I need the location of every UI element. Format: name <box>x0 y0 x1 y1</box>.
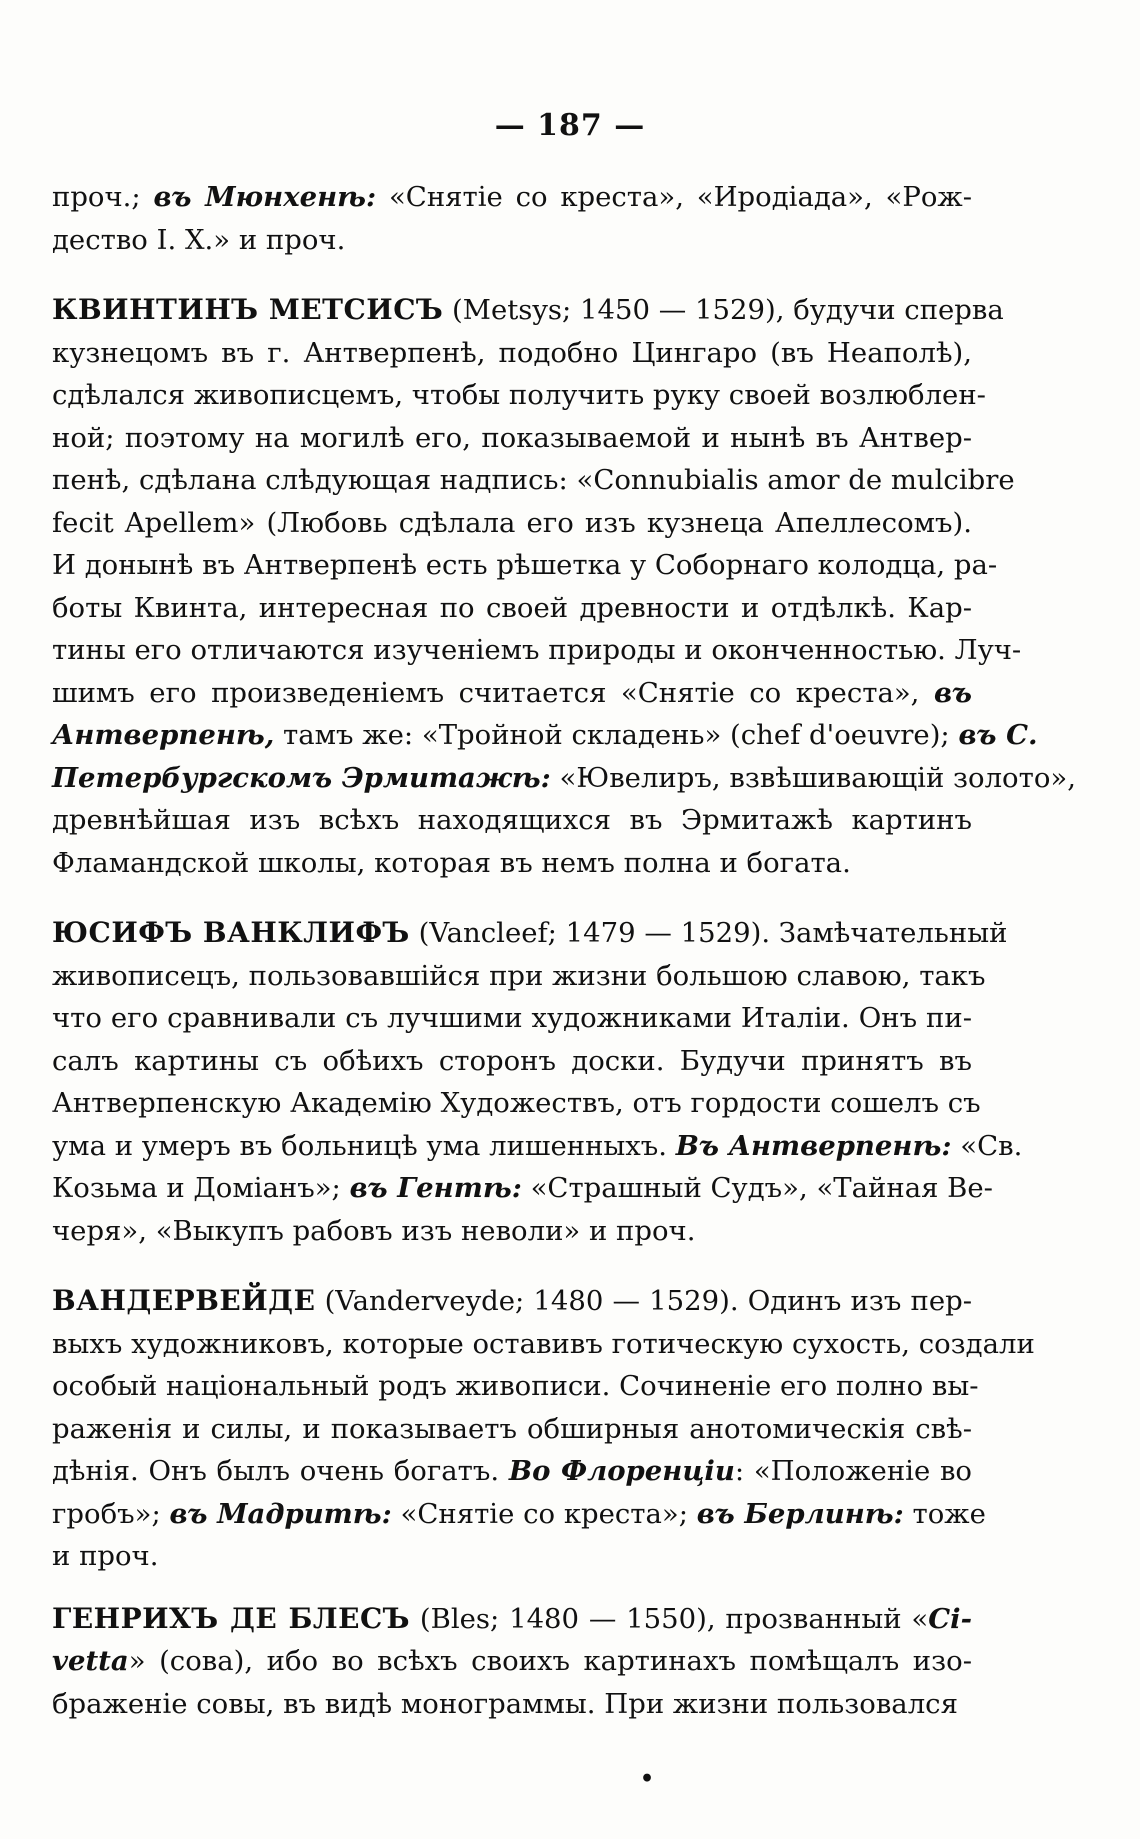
location-italic: въ Мюнхенѣ: <box>153 181 377 213</box>
text-line <box>52 1408 972 1451</box>
text-line <box>52 1040 972 1083</box>
text-line <box>52 1323 1035 1366</box>
text-run: : «Положеніе во <box>734 1455 972 1487</box>
text-run: тамъ же: «Тройной складень» (chef d'oeuvre); <box>274 719 959 751</box>
page-number: — 187 — <box>494 108 646 143</box>
text-line <box>52 842 972 885</box>
text-line <box>52 912 1008 955</box>
text-line <box>52 1598 972 1641</box>
text-line <box>52 955 986 998</box>
text-run: гробъ»; <box>52 1497 170 1530</box>
text-run: пенѣ, сдѣлана слѣдующая надпись: «Connubialis amor de mulcibre <box>52 464 1015 496</box>
text-run: кузнецомъ въ г. Антверпенѣ, подобно Цингаро (въ Неаполѣ), <box>52 336 972 369</box>
text-run: «Страшный Судъ», «Тайная Ве- <box>521 1172 993 1204</box>
text-line <box>52 1493 986 1536</box>
text-run: тины его отличаются изученіемъ природы и оконченностью. Луч- <box>52 634 1022 666</box>
text-line <box>52 629 1022 672</box>
artist-name: КВИНТИНЪ МЕТСИСЪ <box>52 293 444 326</box>
paragraph <box>52 176 972 261</box>
location-italic: Петербургскомъ Эрмитажѣ: <box>52 761 551 794</box>
text-run: черя», «Выкупъ рабовъ изъ неволи» и проч. <box>52 1214 696 1247</box>
text-line <box>52 672 972 715</box>
text-line <box>52 1640 972 1683</box>
paragraph-gap <box>52 1578 972 1598</box>
text-run: ной; поэтому на могилѣ его, показываемой и нынѣ въ Антвер- <box>52 421 972 454</box>
text-run: (Bles; 1480 — 1550), прозванный « <box>410 1602 929 1635</box>
text-run: браженіе совы, въ видѣ монограммы. При жизни пользовался <box>52 1687 958 1720</box>
paragraph <box>52 1280 1035 1578</box>
artist-name: ЮСИФЪ ВАНКЛИФЪ <box>52 916 410 949</box>
text-line <box>52 1280 972 1323</box>
text-run: боты Квинта, интересная по своей древности и отдѣлкѣ. Кар- <box>52 591 972 624</box>
text-line <box>52 332 972 375</box>
text-run: дество І. Х.» и проч. <box>52 223 346 256</box>
paragraph-gap <box>52 1252 972 1280</box>
text-run: «Св. <box>951 1129 1023 1162</box>
text-line <box>52 459 1015 502</box>
text-line <box>52 1210 972 1253</box>
text-line <box>52 374 986 417</box>
location-italic: Во Флоренціи <box>508 1455 735 1487</box>
text-run: Козьма и Доміанъ»; <box>52 1172 350 1204</box>
text-run: проч.; <box>52 181 154 213</box>
paragraph <box>52 1598 972 1726</box>
text-line <box>52 1082 981 1125</box>
text-line <box>52 799 972 842</box>
text-line <box>52 219 972 262</box>
text-run: «Снятіе со креста»; <box>391 1497 697 1530</box>
text-run: раженія и силы, и показываетъ обширныя анотомическія свѣ- <box>52 1412 972 1445</box>
bottom-mark: • <box>640 1766 655 1792</box>
text-line <box>52 502 972 545</box>
paragraph-gap <box>52 884 972 912</box>
location-italic: въ Гентѣ: <box>349 1172 522 1204</box>
text-line <box>52 997 972 1040</box>
location-italic: въ С. <box>958 719 1038 751</box>
location-italic: vetta <box>52 1645 129 1677</box>
text-run: выхъ художниковъ, которые оставивъ готическую сухость, создали <box>52 1327 1035 1360</box>
text-line <box>52 176 972 219</box>
text-line <box>52 544 998 587</box>
text-line <box>52 1450 972 1493</box>
text-run: Антверпенскую Академію Художествъ, отъ гордости сошелъ съ <box>52 1087 981 1119</box>
text-line <box>52 1167 993 1210</box>
text-line <box>52 1535 972 1578</box>
paragraph <box>52 912 1023 1252</box>
text-line <box>52 1125 1023 1168</box>
text-line <box>52 757 1076 800</box>
text-run: дѣнія. Онъ былъ очень богатъ. <box>52 1455 509 1487</box>
location-italic: въ Берлинѣ: <box>696 1497 904 1530</box>
text-line <box>52 1365 979 1408</box>
text-line <box>52 587 972 630</box>
text-run: салъ картины съ обѣихъ сторонъ доски. Будучи принятъ въ <box>52 1044 972 1077</box>
text-run: fecit Apellem» (Любовь сдѣлала его изъ кузнеца Апеллесомъ). <box>52 506 972 539</box>
text-run: сдѣлался живописцемъ, чтобы получить руку своей возлюблен- <box>52 379 986 411</box>
artist-name: ГЕНРИХЪ ДЕ БЛЕСЪ <box>52 1601 411 1635</box>
text-run: древнѣйшая изъ всѣхъ находящихся въ Эрмитажѣ картинъ <box>52 804 972 836</box>
text-line <box>52 289 1004 332</box>
text-run: живописецъ, пользовавшійся при жизни большою славою, такъ <box>52 959 986 992</box>
text-line <box>52 417 972 460</box>
artist-name: ВАНДЕРВЕЙДЕ <box>52 1284 316 1317</box>
text-run: И донынѣ въ Антверпенѣ есть рѣшетка у Соборнаго колодца, ра- <box>52 549 998 581</box>
text-run: » (сова), ибо во всѣхъ своихъ картинахъ помѣщалъ изо- <box>128 1645 972 1677</box>
text-run: (Metsys; 1450 — 1529), будучи сперва <box>443 294 1004 326</box>
text-body <box>52 176 1076 1725</box>
text-run: шимъ его произведеніемъ считается «Снятіе со креста», <box>52 676 934 709</box>
text-run: «Ювелиръ, взвѣшивающій золото», <box>550 761 1076 794</box>
text-run: Фламандской школы, которая въ немъ полна и богата. <box>52 846 851 879</box>
paragraph <box>52 289 1076 884</box>
location-italic: Ci- <box>928 1602 972 1635</box>
text-run: (Vanderveyde; 1480 — 1529). Одинъ изъ пер- <box>315 1285 972 1317</box>
text-line <box>52 1683 972 1726</box>
text-run: (Vancleef; 1479 — 1529). Замѣчательный <box>409 917 1008 949</box>
location-italic: Антверпенѣ, <box>52 719 275 751</box>
paragraph-gap <box>52 261 972 289</box>
location-italic: въ Мадритѣ: <box>169 1497 392 1530</box>
text-line <box>52 714 1038 757</box>
location-italic: Въ Антверпенѣ: <box>675 1129 952 1162</box>
text-run: и проч. <box>52 1540 159 1572</box>
text-run: особый національный родъ живописи. Сочиненіе его полно вы- <box>52 1370 979 1402</box>
text-run: что его сравнивали съ лучшими художниками Италіи. Онъ пи- <box>52 1002 972 1034</box>
location-italic: въ <box>933 676 972 709</box>
text-run: ума и умеръ въ больницѣ ума лишенныхъ. <box>52 1129 676 1162</box>
text-run: тоже <box>903 1497 986 1530</box>
text-run: «Снятіе со креста», «Иродіада», «Рож- <box>376 181 973 213</box>
